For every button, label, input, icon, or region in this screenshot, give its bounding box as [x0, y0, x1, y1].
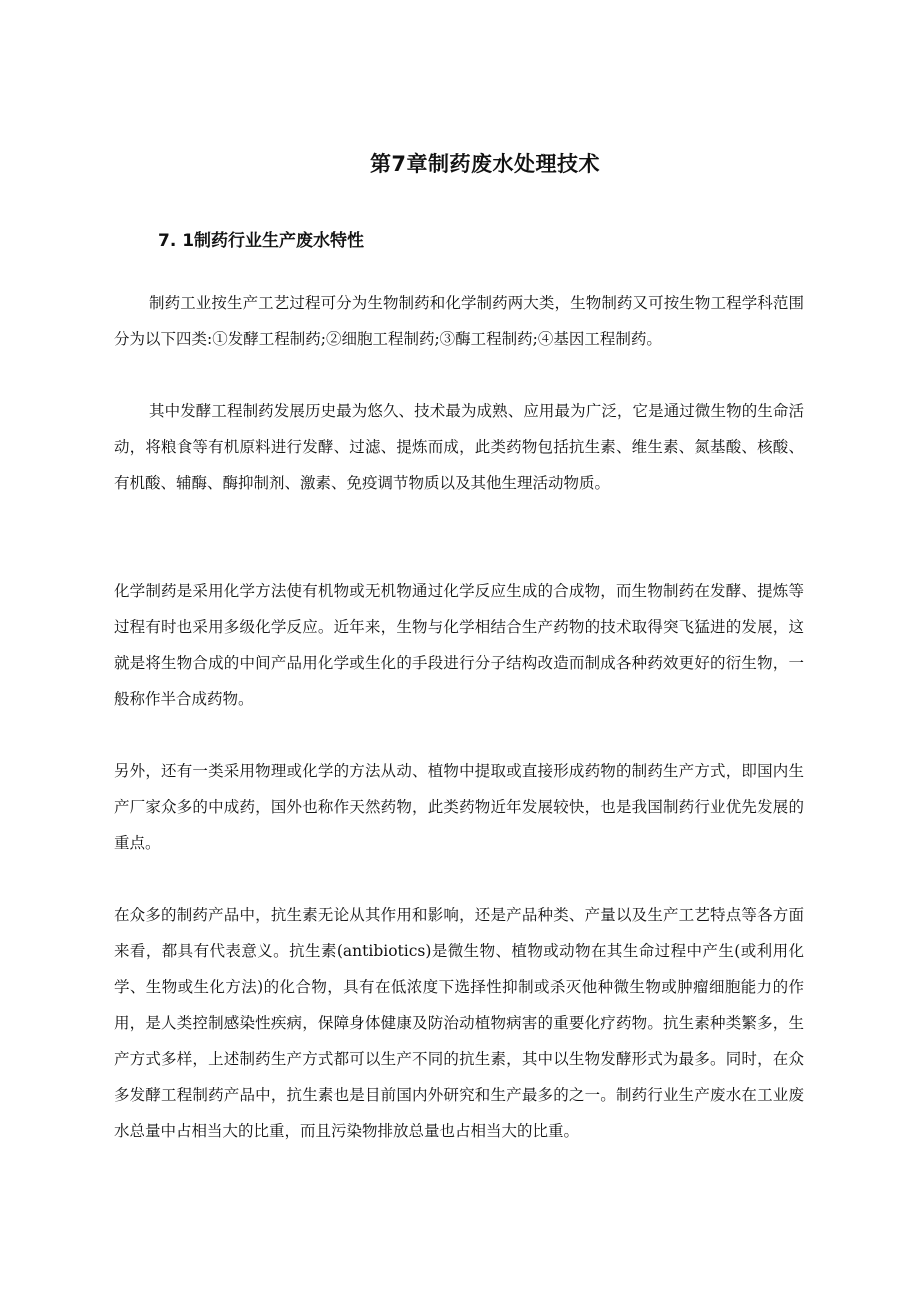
paragraph-5: 在众多的制药产品中，抗生素无论从其作用和影响，还是产品种类、产量以及生产工艺特点等各方面来看，都具有代表意义。抗生素(antibiotics)是微生物、植物或动物在其生命过程中产生(或利用化学、生物或生化方法)的化合物，具有在低浓度下选择性抑制或杀灭他种微生物或肿瘤细胞能力的作用，是人类控制感染性疾病，保障身体健康及防治动植物病害的重要化疗药物。抗生素种类繁多，生产方式多样，上述制药生产方式都可以生产不同的抗生素，其中以生物发酵形式为最多。同时，在众多发酵工程制药产品中，抗生素也是目前国内外研究和生产最多的之一。制药行业生产废水在工业废水总量中占相当大的比重，而且污染物排放总量也占相当大的比重。 [114, 906, 804, 1140]
paragraph-2: 其中发酵工程制药发展历史最为悠久、技术最为成熟、应用最为广泛，它是通过微生物的生命活动，将粮食等有机原料进行发酵、过滤、提炼而成，此类药物包括抗生素、维生素、氮基酸、核酸、有机酸、辅酶、酶抑制剂、激素、免疫调节物质以及其他生理活动物质。 [114, 402, 804, 492]
paragraph-4: 另外，还有一类采用物理或化学的方法从动、植物中提取或直接形成药物的制药生产方式，即国内生产厂家众多的中成药，国外也称作天然药物，此类药物近年发展较快，也是我国制药行业优先发展的重点。 [114, 762, 804, 852]
section-heading: 7. 1制药行业生产废水特性 [158, 231, 365, 251]
chapter-title: 第7章制药废水处理技术 [369, 152, 601, 176]
paragraph-3: 化学制药是采用化学方法使有机物或无机物通过化学反应生成的合成物，而生物制药在发酵、提炼等过程有时也采用多级化学反应。近年来，生物与化学相结合生产药物的技术取得突飞猛进的发展，这就是将生物合成的中间产品用化学或生化的手段进行分子结构改造而制成各种药效更好的衍生物，一般称作半合成药物。 [114, 582, 804, 708]
paragraph-1: 制药工业按生产工艺过程可分为生物制药和化学制药两大类，生物制药又可按生物工程学科范围分为以下四类:①发酵工程制药;②细胞工程制药;③酶工程制药;④基因工程制药。 [114, 294, 804, 348]
